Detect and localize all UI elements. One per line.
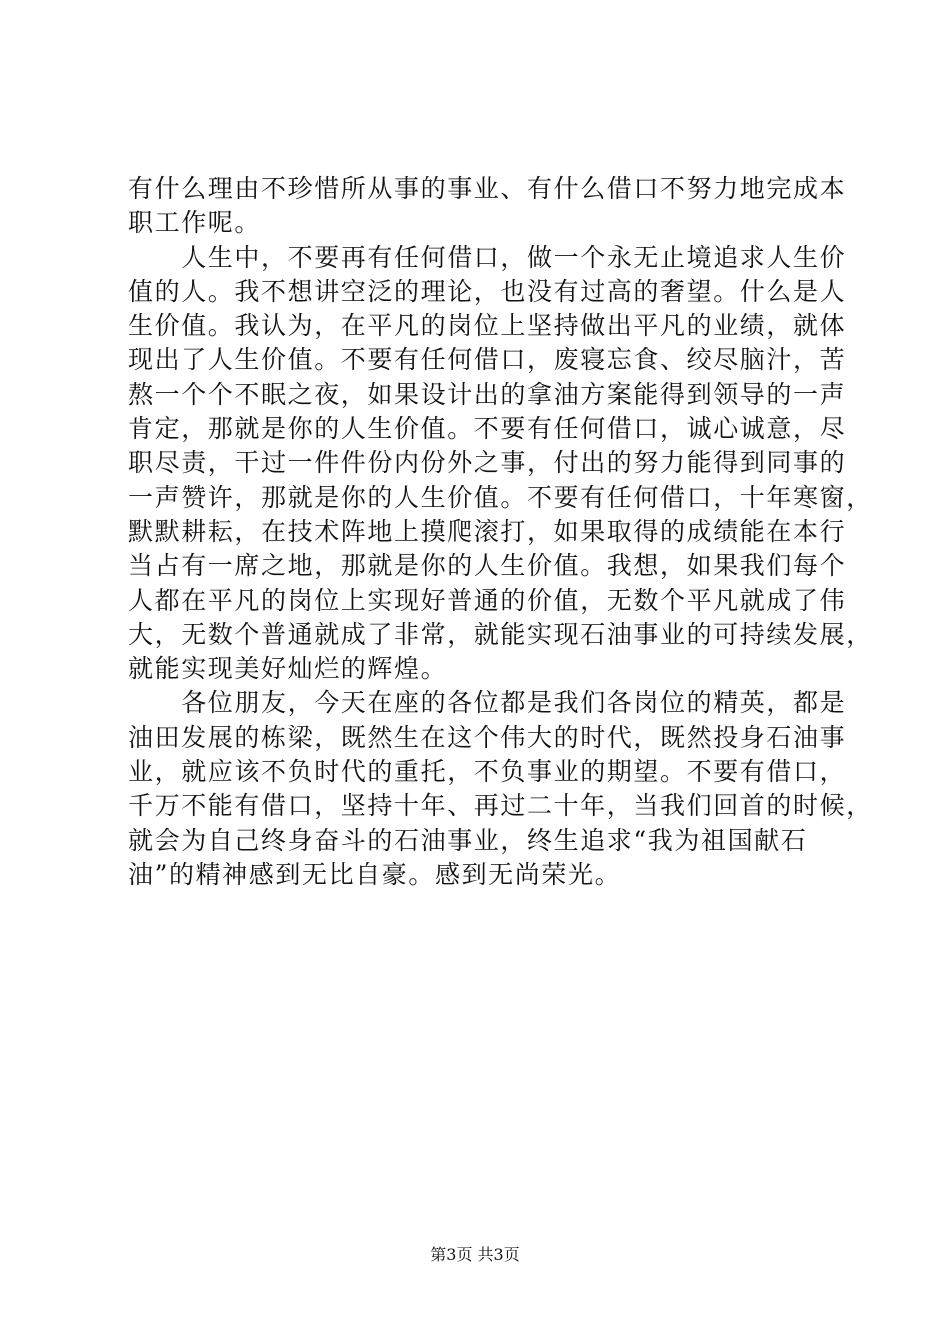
text-line: 值的人。我不想讲空泛的理论，也没有过高的奢望。什么是人	[128, 276, 847, 306]
text-line: 人都在平凡的岗位上实现好普通的价值，无数个平凡就成了伟	[128, 585, 847, 615]
text-line: 熬一个个不眠之夜，如果设计出的拿油方案能得到领导的一声	[128, 379, 847, 409]
text-line: 油田发展的栋梁，既然生在这个伟大的时代，既然投身石油事	[128, 722, 847, 752]
text-line: 当占有一席之地，那就是你的人生价值。我想，如果我们每个	[128, 551, 847, 581]
text-line: 就会为自己终身奋斗的石油事业，终生追求“我为祖国献石	[128, 825, 808, 855]
text-line: 千万不能有借口，坚持十年、再过二十年，当我们回首的时候，	[128, 791, 873, 821]
text-line: 就能实现美好灿烂的辉煌。	[128, 654, 448, 684]
paragraph-start-line: 人生中，不要再有任何借口，做一个永无止境追求人生价	[128, 242, 847, 272]
text-line: 一声赞许，那就是你的人生价值。不要有任何借口，十年寒窗，	[128, 482, 873, 512]
text-line: 默默耕耘，在技术阵地上摸爬滚打，如果取得的成绩能在本行	[128, 516, 847, 546]
text-line: 职工作呢。	[128, 208, 262, 238]
text-line: 肯定，那就是你的人生价值。不要有任何借口，诚心诚意，尽	[128, 414, 847, 444]
text-line: 业，就应该不负时代的重托，不负事业的期望。不要有借口，	[128, 757, 847, 787]
text-line: 职尽责，干过一件件份内份外之事，付出的努力能得到同事的	[128, 448, 847, 478]
text-line: 现出了人生价值。不要有任何借口，废寝忘食、绞尽脑汁，苦	[128, 345, 847, 375]
paragraph-start-line: 各位朋友，今天在座的各位都是我们各岗位的精英，都是	[128, 688, 847, 718]
body-text	[128, 172, 873, 892]
text-line: 油”的精神感到无比自豪。感到无尚荣光。	[128, 859, 622, 889]
text-line: 大，无数个普通就成了非常，就能实现石油事业的可持续发展，	[128, 619, 873, 649]
text-line: 生价值。我认为，在平凡的岗位上坚持做出平凡的业绩，就体	[128, 311, 847, 341]
page-number-footer: 第3页 共3页	[430, 1245, 520, 1264]
text-line: 有什么理由不珍惜所从事的事业、有什么借口不努力地完成本	[128, 174, 847, 203]
